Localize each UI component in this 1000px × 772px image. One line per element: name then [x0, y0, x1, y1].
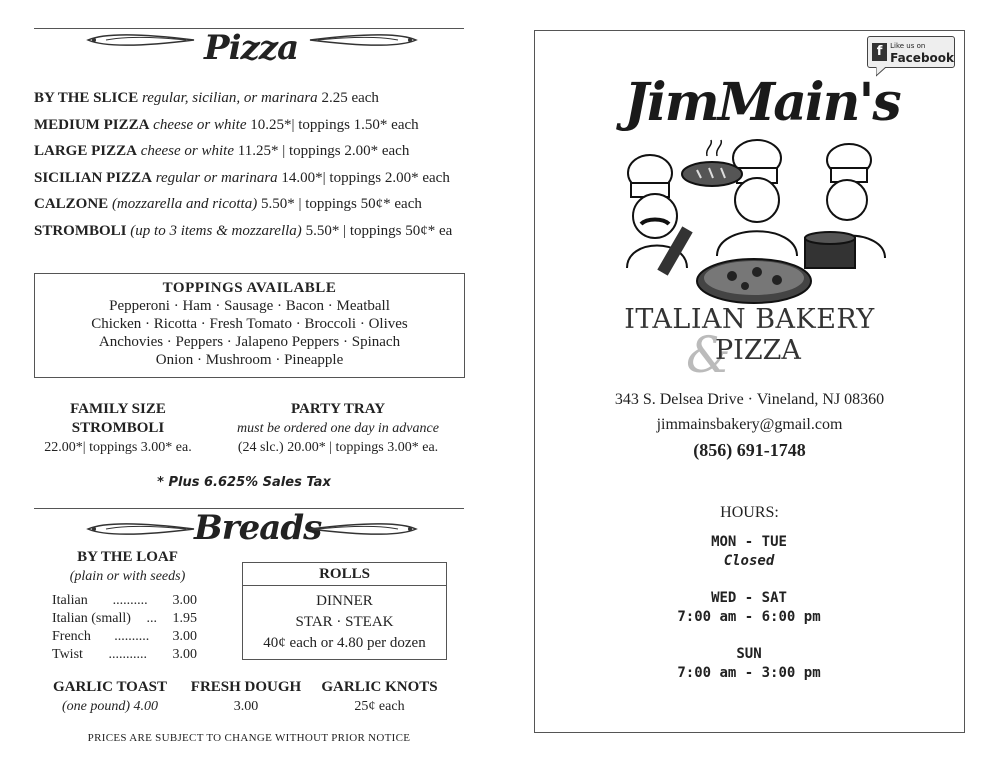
- extra-detail: 3.00: [233, 699, 259, 714]
- footer-note: PRICES ARE SUBJECT TO CHANGE WITHOUT PRIOR NOTICE: [87, 732, 411, 744]
- list-item: [52, 628, 197, 646]
- pizza-item: [34, 117, 419, 134]
- bread-dots: ..........: [114, 629, 150, 644]
- address: 343 S. Delsea Drive · Vineland, NJ 08360: [614, 391, 885, 408]
- item-desc: regular, sicilian, or marinara: [141, 90, 318, 106]
- rolls-line: DINNER: [316, 593, 373, 609]
- bread-dots: ...........: [108, 647, 147, 662]
- loaf-list: [52, 592, 197, 664]
- bread-dots: ...: [146, 611, 157, 626]
- item-desc: cheese or white: [153, 117, 247, 133]
- rolls-line: STAR · STEAK: [295, 614, 394, 630]
- extra-detail: 25¢ each: [354, 699, 405, 714]
- party-price: (24 slc.) 20.00* | toppings 3.00* ea.: [237, 440, 439, 455]
- hours-group: [534, 645, 964, 683]
- rolls-line: 40¢ each or 4.80 per dozen: [263, 635, 426, 651]
- hours-group: [534, 533, 964, 571]
- flourish-right-icon: [308, 32, 418, 48]
- item-price: 2.25 each: [321, 90, 379, 106]
- bread-price: 3.00: [172, 629, 197, 644]
- brand-panel: [534, 30, 965, 733]
- email[interactable]: jimmainsbakery@gmail.com: [656, 416, 843, 433]
- loaf-subtitle: (plain or with seeds): [69, 569, 186, 584]
- list-item: [52, 592, 197, 610]
- item-name: STROMBOLI: [34, 223, 127, 239]
- list-item: [52, 646, 197, 664]
- party-note: must be ordered one day in advance: [237, 421, 439, 436]
- item-price: 10.25*| toppings 1.50* each: [250, 117, 419, 133]
- extra-item: [40, 678, 180, 716]
- pizza-item: [34, 223, 452, 240]
- loaf-title: BY THE LOAF: [77, 549, 178, 565]
- party-title: PARTY TRAY: [290, 401, 386, 417]
- tax-note: * Plus 6.625% Sales Tax: [157, 475, 331, 490]
- extra-name: FRESH DOUGH: [190, 679, 302, 695]
- extra-name: GARLIC KNOTS: [321, 679, 438, 695]
- phone[interactable]: (856) 691-1748: [693, 440, 806, 460]
- extra-detail: (one pound) 4.00: [61, 699, 159, 714]
- pizza-item: [34, 143, 409, 160]
- loaf-header: [40, 548, 215, 586]
- item-desc: (up to 3 items & mozzarella): [130, 223, 302, 239]
- hours-time: Closed: [723, 553, 775, 569]
- party-tray: [218, 400, 458, 457]
- pizza-title: Pizza: [204, 28, 299, 68]
- bread-name: Italian (small): [52, 611, 131, 626]
- item-name: CALZONE: [34, 196, 109, 212]
- facebook-text: [890, 40, 954, 64]
- brand-line1: ITALIAN BAKERY: [624, 304, 875, 335]
- bread-name: French: [52, 629, 91, 644]
- flourish-right-icon: [308, 521, 418, 537]
- item-desc: regular or marinara: [155, 170, 278, 186]
- item-desc: (mozzarella and ricotta): [111, 196, 258, 212]
- item-price: 5.50* | toppings 50¢* each: [260, 196, 422, 212]
- toppings-box: [34, 273, 465, 378]
- hours-time: 7:00 am - 3:00 pm: [677, 665, 821, 681]
- facebook-icon: f: [872, 43, 887, 61]
- item-price: 14.00*| toppings 2.00* each: [281, 170, 450, 186]
- bread-dots: ..........: [112, 593, 148, 608]
- toppings-line: Anchovies · Peppers · Jalapeno Peppers · Spinach: [98, 334, 401, 350]
- breads-title: Breads: [194, 508, 322, 548]
- brand-line2: PIZZA: [715, 335, 801, 366]
- facebook-small: Like us on: [890, 42, 926, 50]
- family-title: FAMILY SIZE: [70, 401, 166, 417]
- family-title2: STROMBOLI: [71, 420, 165, 436]
- brand-amp: &: [686, 326, 731, 384]
- extra-name: GARLIC TOAST: [52, 679, 168, 695]
- hours-days: WED - SAT: [711, 590, 787, 606]
- item-name: SICILIAN PIZZA: [34, 170, 152, 186]
- hours-days: SUN: [736, 646, 762, 662]
- extra-item: [312, 678, 447, 716]
- toppings-line: Pepperoni · Ham · Sausage · Bacon · Meatball: [109, 298, 390, 314]
- chefs-illustration: [617, 138, 892, 308]
- hours-title: HOURS:: [720, 504, 779, 521]
- facebook-big: Facebook: [890, 51, 954, 65]
- hours-days: MON - TUE: [711, 534, 787, 550]
- bread-price: 3.00: [172, 593, 197, 608]
- toppings-line: Onion · Mushroom · Pineapple: [155, 352, 344, 368]
- bread-name: Twist: [52, 647, 83, 662]
- pizza-item: [34, 90, 379, 107]
- item-name: BY THE SLICE: [34, 90, 139, 106]
- facebook-badge[interactable]: [867, 36, 955, 68]
- hours-group: [534, 589, 964, 627]
- item-desc: cheese or white: [140, 143, 234, 159]
- extra-item: [180, 678, 312, 716]
- bread-price: 3.00: [172, 647, 197, 662]
- item-price: 11.25* | toppings 2.00* each: [237, 143, 410, 159]
- item-name: LARGE PIZZA: [34, 143, 137, 159]
- bread-price: 1.95: [172, 611, 197, 626]
- rolls-title: ROLLS: [243, 563, 446, 586]
- list-item: [52, 610, 197, 628]
- hours-time: 7:00 am - 6:00 pm: [677, 609, 821, 625]
- toppings-line: Chicken · Ricotta · Fresh Tomato · Broccoli · Olives: [91, 316, 408, 332]
- pizza-item: [34, 170, 450, 187]
- family-price: 22.00*| toppings 3.00* ea.: [44, 440, 192, 455]
- bread-name: Italian: [52, 593, 88, 608]
- rolls-box: [242, 562, 447, 660]
- logo-script: JimMain's: [624, 72, 900, 133]
- family-stromboli: [34, 400, 202, 457]
- pizza-item: [34, 196, 422, 213]
- item-name: MEDIUM PIZZA: [34, 117, 150, 133]
- item-price: 5.50* | toppings 50¢* ea: [305, 223, 453, 239]
- flourish-left-icon: [86, 521, 196, 537]
- flourish-left-icon: [86, 32, 196, 48]
- toppings-title: TOPPINGS AVAILABLE: [162, 280, 337, 296]
